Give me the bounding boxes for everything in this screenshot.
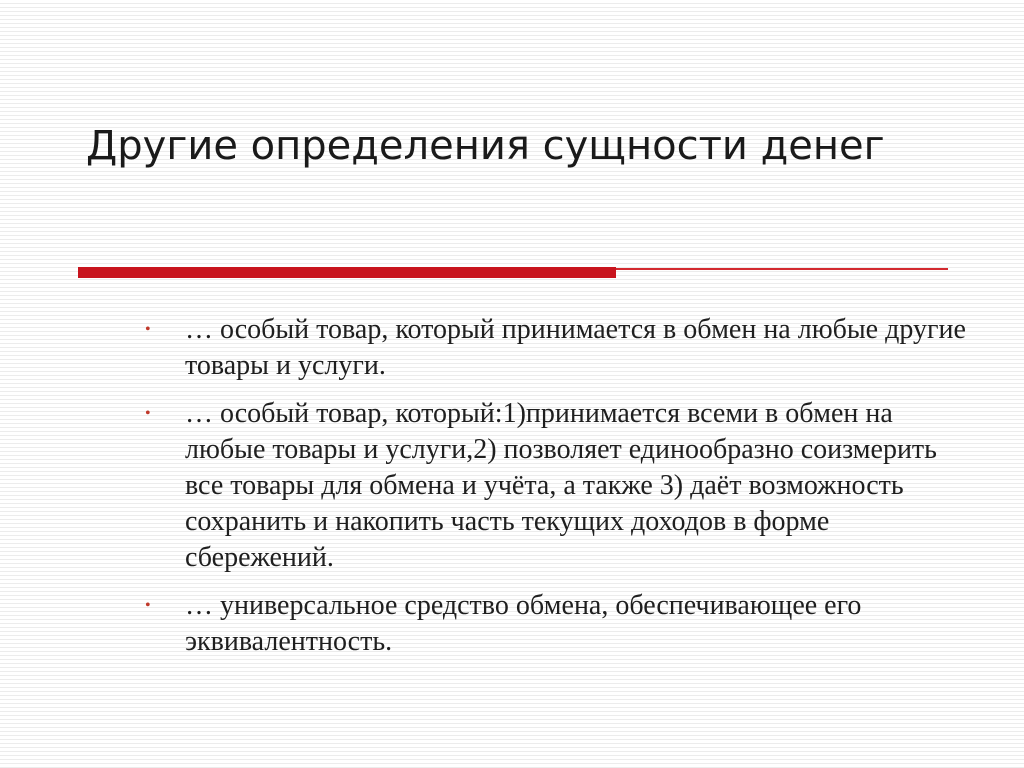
- bullet-dot-icon: •: [145, 405, 151, 422]
- bullet-item: [140, 588, 980, 660]
- bullet-dot-icon: •: [145, 597, 151, 614]
- bullet-text: … особый товар, который:1)принимается всеми в обмен на любые товары и услуги,2) позволяет единообразно соизмерить все товары для обмена и учёта, а также 3) даёт возможность сохранить и накопить часть текущих доходов в форме сбережений.: [185, 398, 937, 573]
- bullet-dot-icon: •: [145, 321, 151, 338]
- bullet-item: [140, 312, 980, 384]
- title-underline-thin: [616, 268, 948, 270]
- bullet-text: … универсальное средство обмена, обеспечивающее его эквивалентность.: [185, 590, 862, 657]
- bullet-list: [140, 312, 980, 672]
- bullet-text: … особый товар, который принимается в обмен на любые другие товары и услуги.: [185, 314, 966, 381]
- title-underline-thick: [78, 267, 616, 278]
- slide-title: Другие определения сущности денег: [86, 123, 885, 169]
- bullet-item: [140, 396, 980, 576]
